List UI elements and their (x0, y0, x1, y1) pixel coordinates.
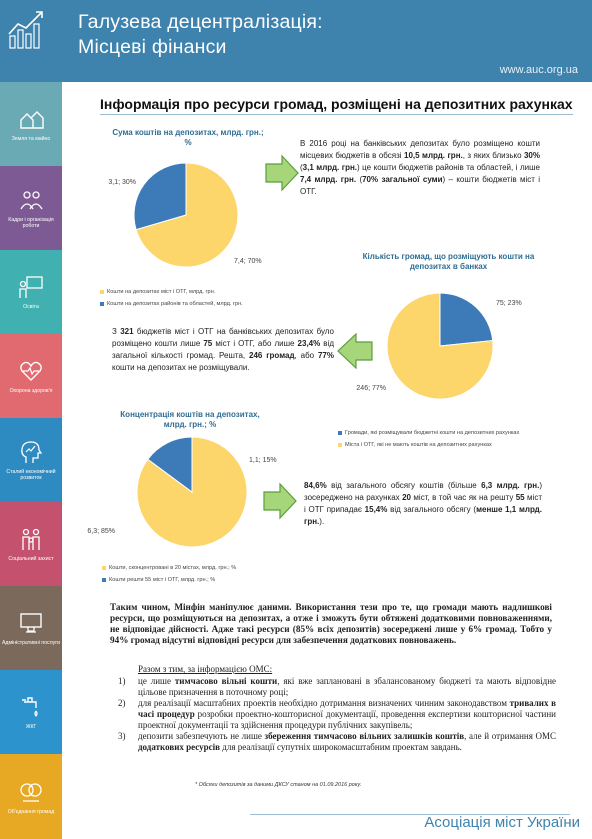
emphasis-text: 55 (515, 493, 525, 502)
chart1-legend (100, 289, 243, 313)
website-link[interactable]: www.auc.org.ua (499, 64, 578, 76)
body-text: бюджетів міст і ОТГ на банківських депозитах було розміщено кошти лише (112, 327, 335, 348)
growth-chart-logo-icon (6, 8, 52, 54)
pie1-data-label: 7,4; 70% (234, 258, 262, 265)
emphasis-text: менше 1,1 млрд. грн. (304, 505, 542, 526)
emphasis-text: 75 (203, 339, 213, 348)
union-icon (18, 779, 44, 805)
chart2-legend (338, 430, 519, 454)
chart3-title: Концентрація коштів на депозитах, млрд. грн.; % (120, 410, 260, 429)
pie2-data-label: 75; 23% (496, 300, 522, 307)
body-text: ( (300, 163, 303, 172)
body-text: З (112, 327, 121, 336)
body-text: для реалізації масштабних проектів необхідно дотримання визначених чинним законодавством (138, 698, 510, 708)
emphasis-text: 246 громад (249, 351, 295, 360)
emphasis-text: 10,5 млрд. грн. (404, 151, 463, 160)
emphasis-text: 23,4% (297, 339, 321, 348)
houses-icon (18, 106, 44, 132)
chart1-title: Сума коштів на депозитах, млрд. грн.; % (112, 128, 264, 147)
list-item (118, 698, 556, 731)
emphasis-text: тимчасово вільні кошти (174, 676, 278, 686)
arrow-right-icon (264, 154, 300, 192)
heart-icon (18, 358, 44, 384)
list-item-text (138, 676, 556, 698)
sidebar-item-label: ЖКГ (25, 724, 37, 730)
growth-head-icon (18, 439, 44, 465)
chart1-legend-item: Кошти на депозитах районів та областей, млрд. грн. (100, 301, 243, 307)
list-intro: Разом з тим, за інформацією ОМС: (138, 664, 273, 674)
emphasis-text: 20 (402, 493, 411, 502)
sidebar-item-heart[interactable] (0, 334, 62, 418)
pie3-data-label: 6,3; 85% (87, 528, 115, 535)
list-item-text (138, 731, 556, 753)
sidebar-item-label: Земля та майно (11, 136, 51, 142)
sidebar-item-teacher[interactable] (0, 250, 62, 334)
chart2-legend-item: Громади, які розміщували бюджетні кошти на депозитних рахунках (338, 430, 519, 436)
page-title: Інформація про ресурси громад, розміщені на депозитних рахунках (100, 96, 573, 115)
body-text: ). (319, 517, 325, 526)
pie3-data-label: 1,1; 15% (249, 457, 277, 464)
body-text: ) – кошти бюджетів міст і ОТГ. (300, 175, 541, 196)
body-text: розробки проектно-кошторисної документації, проведення експертизи кошторисної частини проектної документації та здійснення процедури публічних закупівель; (138, 709, 556, 730)
chart2-title: Кількість громад, що розміщують кошти на депозитах в банках (362, 252, 535, 271)
chart1-pie (96, 150, 286, 280)
body-text: від загальної кількості громад. Решта, (112, 339, 334, 360)
sidebar-item-label: Освіта (23, 304, 39, 310)
pie2-data-label: 246; 77% (356, 385, 386, 392)
body-text: , які вже заплановані в збалансованому бюджеті та мають відповідне цільове призначення в поточному році; (138, 676, 557, 697)
body-text: кошти на депозитах не розміщували. (112, 363, 250, 372)
footnote: * Обсяги депозитів за даними ДКСУ станом на 01.09.2016 року. (195, 782, 362, 788)
body-text: від загального обсягу ( (387, 505, 477, 514)
family-icon (18, 526, 44, 552)
chart1-legend-item: Кошти на депозитах міст і ОТГ, млрд. грн. (100, 289, 243, 295)
pie1-data-label: 3,1; 30% (108, 179, 136, 186)
body-text: від загального обсягу коштів (більше (326, 481, 482, 490)
body-text: міст і ОТГ, або лише (212, 339, 298, 348)
text-block-communities-count (112, 326, 334, 374)
sidebar-item-label: Кадри і організація роботи (8, 217, 54, 229)
emphasis-text: 77% (317, 351, 334, 360)
chart3-legend (102, 565, 236, 589)
header-banner (0, 0, 592, 82)
people-icon (18, 187, 44, 213)
body-text: депозити забезпечують не лише (138, 731, 265, 741)
emphasis-text: 6,3 млрд. грн. (481, 481, 540, 490)
chart2-legend-item: Міста і ОТГ, які не мають коштів на депозитних рахунках (338, 442, 519, 448)
body-text: це лише (138, 676, 175, 686)
body-text: міст і ОТГ припадає (304, 493, 542, 514)
emphasis-text: 30% (523, 151, 540, 160)
emphasis-text: тривалих в часі процедур (138, 698, 557, 719)
emphasis-text: збереження тимчасово вільних залишків коштів (264, 731, 465, 741)
body-text: ) зосереджено на рахунках (304, 481, 542, 502)
body-text: , або (294, 351, 318, 360)
list-item-text (138, 698, 556, 731)
emphasis-text: 15,4% (364, 505, 388, 514)
sidebar-item-label: Соціальний захист (8, 556, 54, 562)
list-item-number: 3) (118, 731, 126, 741)
header-title-line1: Галузева децентралізація: (78, 11, 323, 33)
sidebar-item-faucet[interactable] (0, 670, 62, 754)
list-item-number: 2) (118, 698, 126, 708)
text-block-deposits-total (300, 138, 540, 198)
oms-info-list (118, 676, 556, 753)
list-item (118, 676, 556, 698)
sidebar-item-label: Сталий економічний розвиток (6, 469, 56, 481)
emphasis-text: 321 (120, 327, 134, 336)
sidebar-item-monitor[interactable] (0, 586, 62, 670)
arrow-left-icon (336, 332, 374, 370)
sidebar (0, 82, 62, 839)
emphasis-text: 7,4 млрд. грн. (300, 175, 357, 184)
teacher-icon (18, 274, 44, 300)
emphasis-text: 84,6% (304, 481, 327, 490)
body-text: , з яких близько (462, 151, 524, 160)
summary-paragraph: Таким чином, Мінфін маніпулює даними. Використання тези про те, що громади мають надлишкові ресурси, що розміщуються на депозитах, а отже і зможуть бути обтяжені додатковими повноваженнями, не відповідає дійсності. Адже такі ресурси (85% всіх депозитів) зосереджені лише у 6% громад. Тобто у 94% громад відсутні відповідні ресурси для забезпечення додаткових повноважень. (110, 602, 552, 645)
sidebar-item-growth-head[interactable] (0, 418, 62, 502)
body-text: міст, в той час як на решту (411, 493, 516, 502)
chart2-pie (356, 278, 560, 408)
sidebar-item-label: Об'єднання громад (7, 808, 55, 815)
sidebar-item-people[interactable] (0, 166, 62, 250)
monitor-icon (18, 610, 44, 636)
sidebar-item-union[interactable] (0, 754, 62, 839)
chart3-legend-item: Кошти, сконцентровані в 20 містах, млрд. грн.; % (102, 565, 236, 571)
header-title-line2: Місцеві фінанси (78, 36, 227, 58)
sidebar-item-label: Адміністративні послуги (1, 640, 61, 646)
body-text: для реалізації супутніх широкомасштабним проектам завдань. (220, 742, 462, 752)
body-text: ( (356, 175, 363, 184)
sidebar-item-family[interactable] (0, 502, 62, 586)
chart3-legend-item: Кошти решти 55 міст і ОТГ, млрд. грн.; % (102, 577, 236, 583)
body-text: В 2016 році на банківських депозитах було розміщено кошти місцевих бюджетів в обсязі (300, 139, 540, 160)
arrow-right-icon (262, 482, 298, 520)
footer-org-name: Асоціація міст України (424, 814, 580, 831)
faucet-icon (18, 694, 44, 720)
emphasis-text: додаткових ресурсів (138, 742, 221, 752)
text-block-concentration (304, 480, 542, 528)
pie2-slice (440, 293, 493, 346)
list-item-number: 1) (118, 676, 126, 686)
header-title (78, 10, 323, 60)
body-text: , але й отримання ОМС (464, 731, 556, 741)
sidebar-item-houses[interactable] (0, 82, 62, 166)
body-text: ) це кошти бюджетів районів та областей, і лише (357, 163, 540, 172)
list-item (118, 731, 556, 753)
emphasis-text: 70% загальної суми (362, 175, 443, 184)
emphasis-text: 3,1 млрд. грн. (302, 163, 358, 172)
sidebar-item-label: Охорона здоров'я (9, 388, 53, 394)
